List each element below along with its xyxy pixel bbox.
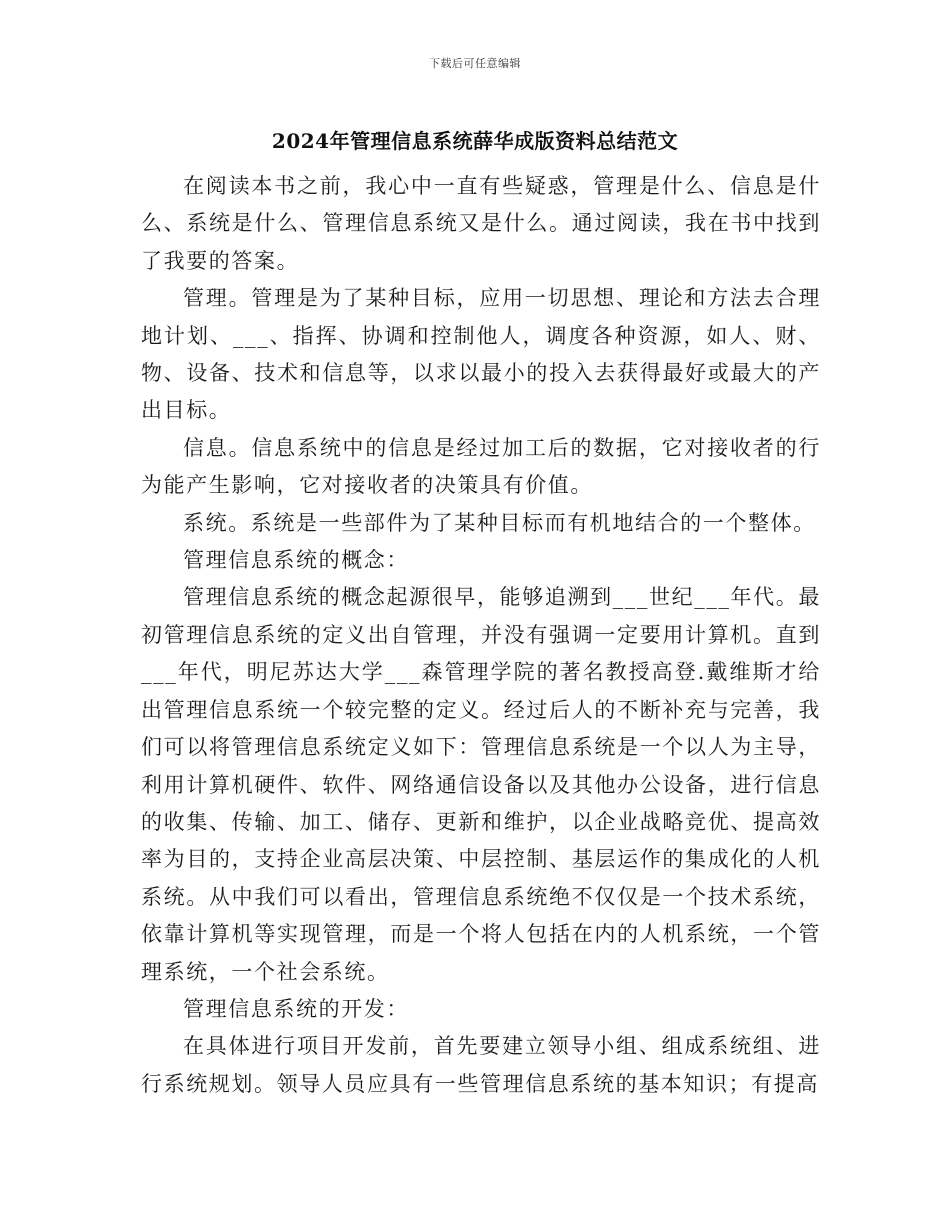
section-heading-concept: 管理信息系统的概念：: [183, 548, 409, 573]
paragraph-development: 在具体进行项目开发前，首先要建立领导小组、组成系统组、进行系统规划。领导人员应具有一些管理信息系统的基本知识；有提高: [141, 1034, 821, 1096]
paragraph-intro: 在阅读本书之前，我心中一直有些疑惑，管理是什么、信息是什么、系统是什么、管理信息系统又是什么。通过阅读，我在书中找到了我要的答案。: [141, 174, 821, 273]
document-body: [141, 168, 821, 1103]
page-header-note: 下载后可任意编辑: [429, 57, 521, 70]
paragraph-management: 管理。管理是为了某种目标，应用一切思想、理论和方法去合理地计划、___、指挥、协调和控制他人，调度各种资源，如人、财、物、设备、技术和信息等，以求以最小的投入去获得最好或最大的产出目标。: [141, 286, 821, 423]
paragraph-concept: 管理信息系统的概念起源很早，能够追溯到___世纪___年代。最初管理信息系统的定义出自管理，并没有强调一定要用计算机。直到___年代，明尼苏达大学___森管理学院的著名教授高登.戴维斯才给出管理信息系统一个较完整的定义。经过后人的不断补充与完善，我们可以将管理信息系统定义如下：管理信息系统是一个以人为主导，利用计算机硬件、软件、网络通信设备以及其他办公设备，进行信息的收集、传输、加工、储存、更新和维护，以企业战略竞优、提高效率为目的，支持企业高层决策、中层控制、基层运作的集成化的人机系统。从中我们可以看出，管理信息系统绝不仅仅是一个技术系统，依靠计算机等实现管理，而是一个将人包括在内的人机系统，一个管理系统，一个社会系统。: [141, 585, 821, 984]
document-title: 2024年管理信息系统薛华成版资料总结范文: [271, 129, 679, 153]
section-heading-development: 管理信息系统的开发：: [183, 996, 409, 1021]
paragraph-system: 系统。系统是一些部件为了某种目标而有机地结合的一个整体。: [183, 510, 816, 535]
paragraph-information: 信息。信息系统中的信息是经过加工后的数据，它对接收者的行为能产生影响，它对接收者的决策具有价值。: [141, 435, 821, 498]
